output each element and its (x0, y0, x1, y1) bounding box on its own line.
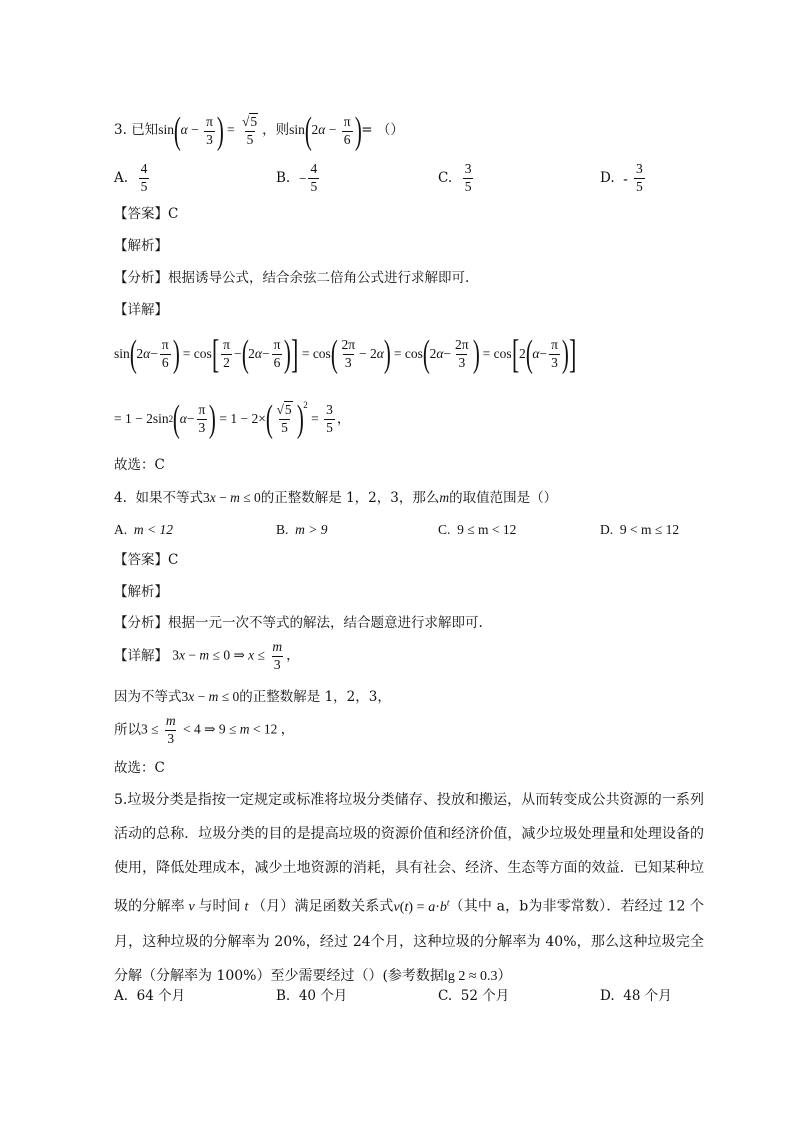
q4-xiangjie: 【详解】 (114, 647, 168, 664)
q3-guxuan: 故选：C (114, 457, 165, 473)
q3-stem-text-b: ，则 (262, 122, 290, 139)
q5-option-a[interactable]: A. 64 个月 (114, 988, 186, 1004)
q4-stem: 4. 如果不等式3x − m ≤ 0的正整数解是 1，2，3，那么m的取值范围是（） (114, 490, 558, 506)
q3-fenxi (114, 272, 469, 286)
q3-option-d[interactable]: D. - $\frac{3}{5}$ (600, 161, 643, 194)
q3-option-b[interactable]: B. − $\frac{4}{5}$ (276, 161, 318, 194)
q4-option-a[interactable]: A. m < 12 (114, 522, 173, 537)
q3-option-a[interactable]: A. $\frac{4}{5}$ (114, 161, 148, 194)
q3-jiexi: 【解析】 (114, 238, 168, 254)
q3-stem-text-a: 已知 (131, 122, 159, 139)
q3-sin-expr: sin(α − $\frac{\pi}{3}$ ) = $\frac{√5}{5}$ (158, 110, 258, 152)
q3-option-c[interactable]: C. $\frac{3}{5}$ (438, 161, 472, 194)
q4-guxuan: 故选：C (114, 760, 165, 776)
q3-derivation-line-2: = 1 − 2sin 2 ( α − $\frac{\pi}{3}$ ) = 1 − 2× ( $\frac{√5}{5}$ ) $^2$ = $\frac{3}{5}$ ， (114, 398, 351, 440)
q4-line-2: 因为不等式3x − m ≤ 0的正整数解是 1，2，3， (114, 689, 391, 705)
q3-xiangjie: 【详解】 (114, 302, 168, 318)
q5-stem: 5.垃圾分类是指按一定规定或标准将垃圾分类储存、投放和搬运，从而转变成公共资源的一系列活动的总称．垃圾分类的目的是提高垃圾的资源价值和经济价值，减少垃圾处理量和处理设备的使用，降低处理成本，减少土地资源的消耗，具有社会、经济、生态等方面的效益．已知某种垃圾的分解率 v 与时间 t （月）满足函数关系式$v(t) = a\cdot b^t$（其中 a，b为非零常数）．若经过 12 个月，这种垃圾的分解率为 20%，经过 24个月，这种垃圾的分解率为 40%，那么这种垃圾完全分解（分解率为 100%）至少需要经过（）(参考数据lg 2 ≈ 0.3） (114, 792, 704, 984)
q5-option-d[interactable]: D. 48 个月 (600, 988, 672, 1004)
q3-stem-text-c: = （） (361, 122, 404, 139)
q5-function: $v(t) = a\cdot b^t$ (393, 897, 450, 915)
q3-fenxi-text: 根据诱导公式，结合余弦二倍角公式进行求解即可. (168, 270, 470, 286)
q3-answer: 【答案】C (114, 206, 179, 222)
q4-xiangjie-line: 【详解】 3x − m ≤ 0 ⇒ x ≤ $\frac{m}{3}$ ， (114, 639, 300, 672)
q3-derivation-line-1: sin ( 2 α − $\frac{\pi}{6}$ ) = cos [ $\frac{\pi}{2}$ − ( 2 α − $\frac{\pi}{6}$ ) ] = cos ( $\frac{2\pi}{3}$ − 2 α ) = cos ( 2 α − $\frac{2\pi}{3}$ ) = cos [ 2 ( α − $\frac{\pi}{3}$ ) ] (114, 331, 576, 376)
q4-number: 4. (114, 490, 127, 506)
q4-inequality: 3x − m ≤ 0 (202, 490, 261, 505)
q5-option-b[interactable]: B. 40 个月 (276, 988, 348, 1004)
q4-option-d[interactable]: D. 9 < m ≤ 12 (600, 522, 680, 537)
q4-jiexi: 【解析】 (114, 584, 168, 600)
q3-target-expr: sin(2α − $\frac{\pi}{6}$ ) (289, 110, 362, 152)
q5-option-c[interactable]: C. 52 个月 (438, 988, 510, 1004)
q4-option-b[interactable]: B. m > 9 (276, 522, 328, 537)
q4-fenxi: 【分析】根据一元一次不等式的解法，结合题意进行求解即可. (114, 615, 483, 631)
q3-number: 3. (114, 122, 127, 139)
q4-option-c[interactable]: C. 9 ≤ m < 12 (438, 522, 517, 537)
q4-answer: 【答案】C (114, 552, 179, 568)
q3-fenxi-tag: 【分析】 (114, 270, 168, 286)
q4-line-3: 所以 3 ≤ $\frac{m}{3}$ < 4 ⇒ 9 ≤ m < 12 ， (114, 713, 295, 746)
q3-stem (114, 112, 404, 150)
